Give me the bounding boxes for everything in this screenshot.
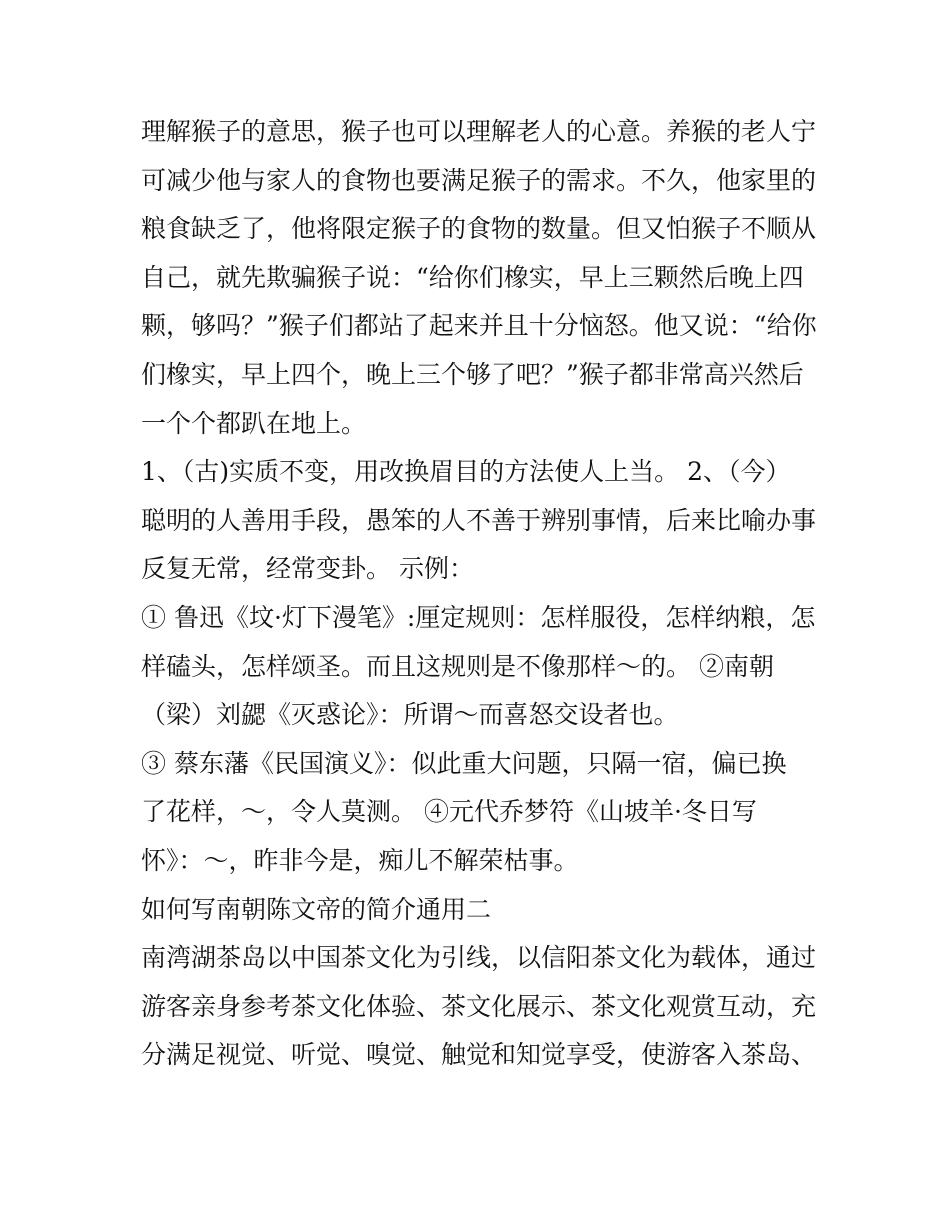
- text-line: 反复无常，经常变卦。 示例：: [141, 554, 474, 584]
- text-line: 南湾湖茶岛以中国茶文化为引线，以信阳茶文化为载体，通过: [141, 943, 817, 973]
- text-line: 分满足视觉、听觉、嗅觉、触觉和知觉享受，使游客入茶岛、: [141, 1040, 817, 1070]
- text-line: 游客亲身参考茶文化体验、茶文化展示、茶文化观赏互动，充: [141, 991, 817, 1021]
- text-line: 怀》：～，昨非今是，痴儿不解荣枯事。: [141, 845, 579, 875]
- document-body: [141, 108, 821, 1080]
- text-line: ① 鲁迅《坟·灯下漫笔》:厘定规则：怎样服役，怎样纳粮，怎: [141, 602, 816, 632]
- text-line: 样磕头，怎样颂圣。而且这规则是不像那样～的。 ②南朝: [141, 651, 774, 681]
- text-line: 可减少他与家人的食物也要满足猴子的需求。不久，他家里的: [141, 165, 817, 195]
- text-line: （梁）刘勰《灭惑论》：所谓～而喜怒交设者也。: [141, 700, 679, 730]
- section-heading: 如何写南朝陈文帝的简介通用二: [141, 894, 492, 924]
- text-line: ③ 蔡东藩《民国演义》：似此重大问题，只隔一宿，偏已换: [141, 748, 787, 778]
- text-line: 了花样，～，令人莫测。 ④元代乔梦符《山坡羊·冬日写: [141, 797, 757, 827]
- text-line: 们橡实，早上四个，晚上三个够了吧？”猴子都非常高兴然后: [141, 359, 804, 389]
- text-line: 粮食缺乏了，他将限定猴子的食物的数量。但又怕猴子不顺从: [141, 214, 817, 244]
- text-line: 聪明的人善用手段，愚笨的人不善于辨别事情，后来比喻办事: [141, 505, 817, 535]
- text-line: 自己，就先欺骗猴子说：“给你们橡实，早上三颗然后晚上四: [141, 262, 804, 292]
- text-line: 1、（古)实质不变，用改换眉目的方法使人上当。 2、（今）: [141, 457, 791, 487]
- text-line: 一个个都趴在地上。: [141, 408, 367, 438]
- text-line: 理解猴子的意思，猴子也可以理解老人的心意。养猴的老人宁: [141, 117, 817, 146]
- text-line: 颗，够吗？”猴子们都站了起来并且十分恼怒。他又说：“给你: [141, 311, 817, 341]
